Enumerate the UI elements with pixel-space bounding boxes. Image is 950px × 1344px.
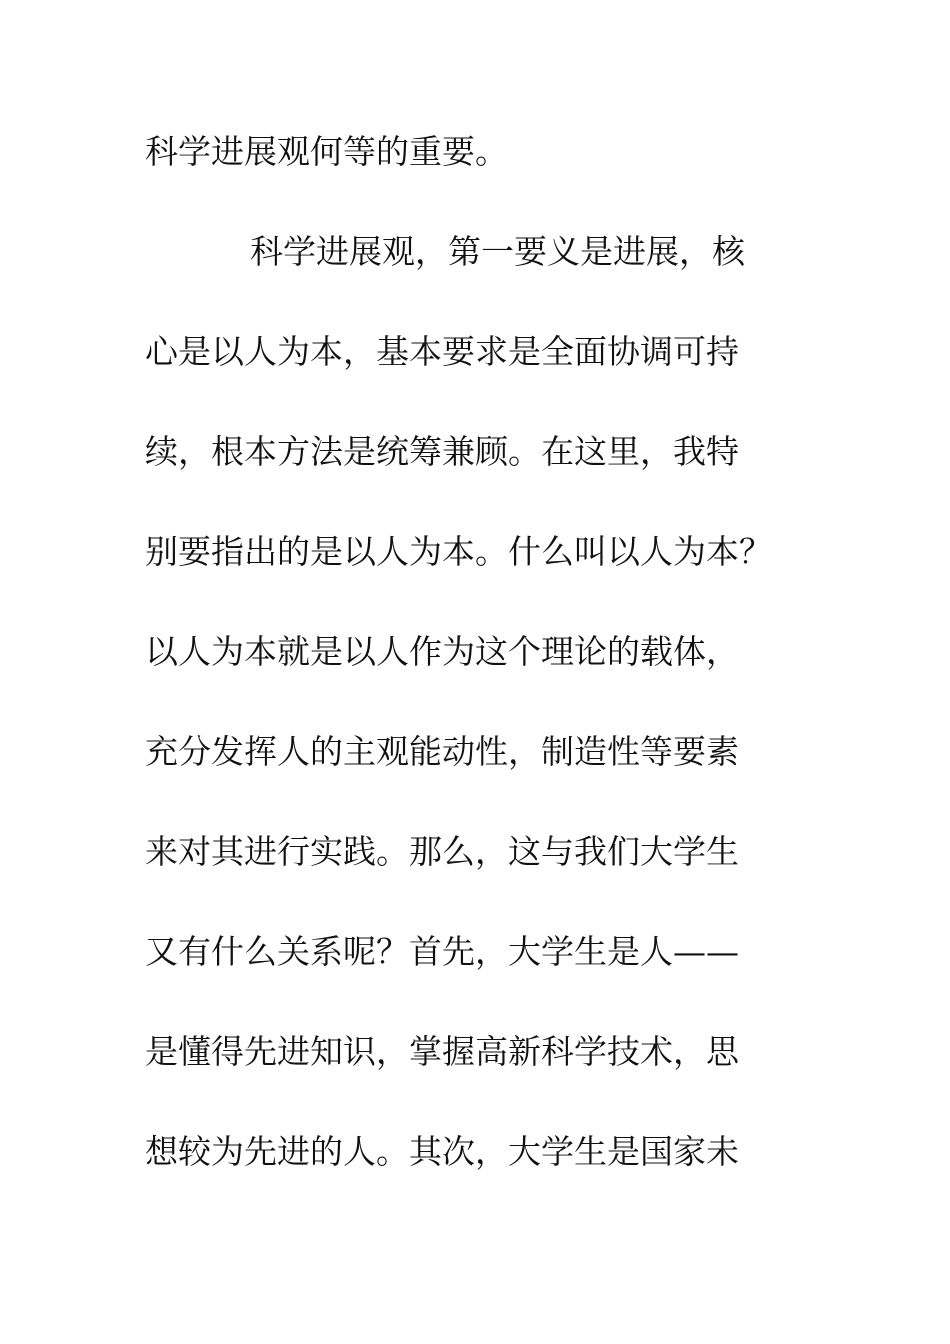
- text-line-8: 来对其进行实践。那么，这与我们大学生: [145, 832, 739, 871]
- text-line-3: 心是以人为本，基本要求是全面协调可持: [145, 332, 739, 371]
- text-line-6: 以人为本就是以人作为这个理论的载体，: [145, 632, 739, 671]
- text-line-7: 充分发挥人的主观能动性，制造性等要素: [145, 732, 739, 771]
- paragraph-start-line: 科学进展观，第一要义是进展，核: [250, 232, 745, 271]
- text-line-11: 想较为先进的人。其次，大学生是国家未: [145, 1132, 739, 1171]
- text-line-4: 续，根本方法是统筹兼顾。在这里，我特: [145, 432, 739, 471]
- text-line-9: 又有什么关系呢？首先，大学生是人——: [145, 932, 739, 971]
- text-line-1: 科学进展观何等的重要。: [145, 132, 508, 171]
- text-line-10: 是懂得先进知识，掌握高新科学技术，思: [145, 1032, 739, 1071]
- text-line-5: 别要指出的是以人为本。什么叫以人为本？: [145, 532, 772, 571]
